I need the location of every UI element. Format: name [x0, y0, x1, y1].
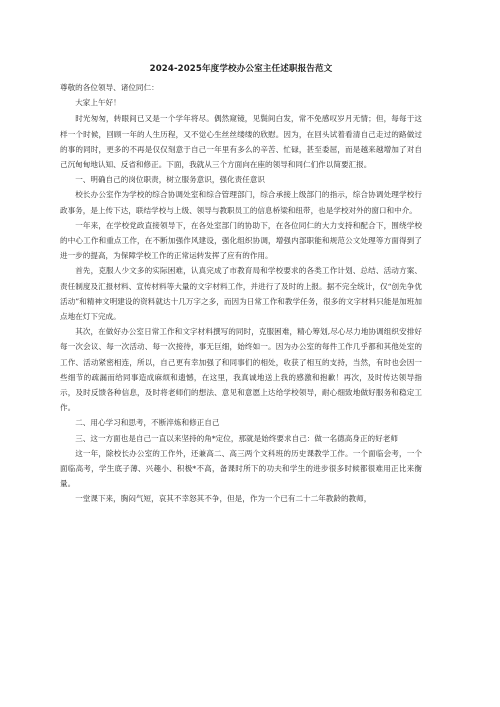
section-heading-1: 一、明确自己的岗位职责，树立服务意识，强化责任意识	[75, 175, 266, 185]
section-heading-2: 二、用心学习和思考，不断淬炼和修正自己	[75, 418, 220, 428]
paragraph-second-point: 其次，在做好办公室日常工作和文字材料撰写的同时，克服困难，精心筹划,尽心尽力地协调组织安排好每一次会议、每一次活动、每一次接待，事无巨细，始终如一。因为办公室的每件工作几乎都和其他处室的工作、活动紧密相连，所以，自己更有幸加强了和同事们的相处，收获了相互的支持，当然，有时也会因一些细节的疏漏而给同事造成麻烦和遗憾，在这里，我真诚地送上我的感激和抱歉！再次，及时传达领导指示，及时反馈各种信息，及时将老师们的想法、意见和意愿上达给学校领导，耐心细致地做好服务和稳定工作。	[60, 327, 422, 413]
document-title: 2024-2025年度学校办公室主任述职报告范文	[149, 64, 333, 74]
greeting: 大家上午好！	[75, 98, 121, 108]
salutation: 尊敬的各位领导、诸位同仁：	[60, 83, 159, 92]
paragraph-office-role: 校长办公室作为学校的综合协调处室和综合管理部门，综合承接上级部门的指示，综合协调处理学校行政事务，是上传下达，联结学校与上级、领导与教职员工的信息桥梁和纽带，也是学校对外的窗口和中介。	[60, 190, 422, 215]
paragraph-first-point: 首先，克服人少文多的实际困难，认真完成了市教育局和学校要求的各类工作计划、总结、活动方案、责任制度及汇报材料、宣传材料等大量的文字材料工作，并进行了及时的上报。据不完全统计，仅“创先争优活动”和精神文明建设的资料就达十几万字之多，而因为日常工作和教学任务，很多的文字材料只能是加班加点地在灯下完成。	[60, 266, 422, 322]
paragraph-closing-fragment: 一堂课下来，胸闷气短，哀其不幸怒其不争，但是，作为一个已有二十二年教龄的教师，	[75, 494, 372, 504]
section-heading-3: 三、这一方面也是自己一直以来坚持的角*定位，那就是始终要求自己：做一名德高身正的好老师	[75, 433, 398, 443]
paragraph-teaching: 这一年，除校长办公室的工作外，还兼高二、高三两个文科班的历史课教学工作。一个面临会考，一个面临高考，学生底子薄、兴趣小、积极*不高，备课时所下的功夫和学生的进步很多时候都很难用正比来衡量。	[60, 448, 422, 489]
paragraph-year-summary: 一年来，在学校党政直接领导下，在各处室部门的协助下，在各位同仁的大力支持和配合下，围绕学校的中心工作和重点工作，在不断加强作风建设，强化组织协调，增强内部职能和规范公文处理等方面得到了进一步的提高，为保障学校工作的正常运转发挥了应有的作用。	[60, 220, 422, 261]
paragraph-intro: 时光匆匆，转眼间已又是一个学年将尽。偶然窥镜，见鬓间白发，常不免感叹岁月无情；但，每每于这样一个时候，回顾一年的人生历程，又不觉心生丝丝缕缕的欣慰。因为，在回头试着看清自己走过的路做过的事的同时，更多的不再是仅仅刻意于自己一年里有多么的辛苦、忙碌，甚至委屈，而是越来越增加了对自己沉甸甸地认知、反省和修正。下面，我就从三个方面向在座的领导和同仁们作以简要汇报。	[60, 114, 422, 170]
